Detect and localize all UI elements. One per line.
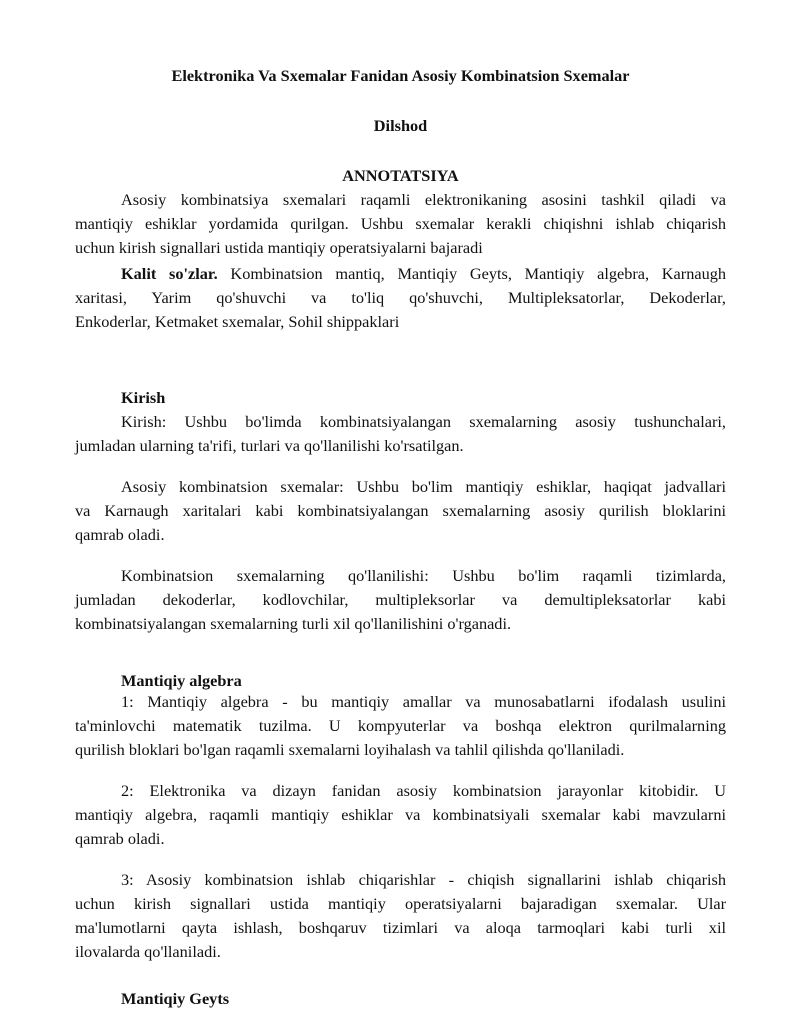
kirish-paragraph-3 [75,564,726,636]
kirish-paragraph-1 [75,410,726,458]
paragraph-line: uchun kirish signallari ustida mantiqiy operatsiyalarni bajaradigan sxemalar. Ular [75,894,726,913]
section-heading-kirish: Kirish [121,388,166,407]
paragraph-line: 1: Mantiqiy algebra - bu mantiqiy amallar va munosabatlarni ifodalash usulini [121,692,726,711]
algebra-paragraph-1 [75,690,726,762]
document-title: Elektronika Va Sxemalar Fanidan Asosiy Kombinatsion Sxemalar [171,66,630,85]
paragraph-line: ta'minlovchi matematik tuzilma. U kompyuterlar va boshqa elektron qurilmalarning [75,716,726,735]
paragraph-line: qamrab oladi. [75,829,165,848]
section-heading-mantiqiy-algebra: Mantiqiy algebra [121,671,242,690]
algebra-paragraph-3 [75,868,726,964]
keywords-line: Enkoderlar, Ketmaket sxemalar, Sohil shippaklari [75,312,400,331]
kirish-paragraph-2 [75,475,726,547]
document-author: Dilshod [373,116,428,135]
paragraph-line: jumladan dekoderlar, kodlovchilar, multipleksorlar va demultipleksatorlar kabi [75,590,726,609]
paragraph-line: mantiqiy algebra, raqamli mantiqiy eshiklar va kombinatsiyali sxemalar kabi mavzularni [75,805,726,824]
annotation-heading: ANNOTATSIYA [342,166,459,185]
paragraph-line: qurilish bloklari bo'lgan raqamli sxemalarni loyihalash va tahlil qilishda qo'llaniladi. [75,740,625,759]
keywords-text: Kombinatsion mantiq, Mantiqiy Geyts, Mantiqiy algebra, Karnaugh [217,264,726,283]
paragraph-line: 3: Asosiy kombinatsion ishlab chiqarishlar - chiqish signallarini ishlab chiqarish [121,870,726,889]
keywords-line: xaritasi, Yarim qo'shuvchi va to'liq qo'shuvchi, Multipleksatorlar, Dekoderlar, [75,288,726,307]
paragraph-line: ma'lumotlarni qayta ishlash, boshqaruv tizimlari va aloqa tarmoqlari kabi turli xil [75,918,726,937]
annotation-line: Asosiy kombinatsiya sxemalari raqamli elektronikaning asosini tashkil qiladi va [121,190,726,209]
keywords-line [75,262,726,286]
keywords-label: Kalit so'zlar. [121,264,218,283]
annotation-paragraph [75,188,726,260]
paragraph-line: va Karnaugh xaritalari kabi kombinatsiyalangan sxemalarning asosiy qurilish bloklarini [75,501,726,520]
paragraph-line: Kirish: Ushbu bo'limda kombinatsiyalangan sxemalarning asosiy tushunchalari, [121,412,726,431]
paragraph-line: Kombinatsion sxemalarning qo'llanilishi: Ushbu bo'lim raqamli tizimlarda, [121,566,726,585]
annotation-line: mantiqiy eshiklar yordamida qurilgan. Ushbu sxemalar kerakli chiqishni ishlab chiqarish [75,214,726,233]
paragraph-line: kombinatsiyalangan sxemalarning turli xil qo'llanilishini o'rganadi. [75,614,512,633]
section-heading-mantiqiy-geyts: Mantiqiy Geyts [121,989,230,1008]
paragraph-line: jumladan ularning ta'rifi, turlari va qo'llanilishi ko'rsatilgan. [75,436,464,455]
paragraph-line: ilovalarda qo'llaniladi. [75,942,221,961]
algebra-paragraph-2 [75,779,726,851]
paragraph-line: 2: Elektronika va dizayn fanidan asosiy kombinatsion jarayonlar kitobidir. U [121,781,726,800]
keywords-paragraph [75,262,726,334]
paragraph-line: Asosiy kombinatsion sxemalar: Ushbu bo'lim mantiqiy eshiklar, haqiqat jadvallari [121,477,726,496]
paragraph-line: qamrab oladi. [75,525,165,544]
annotation-line: uchun kirish signallari ustida mantiqiy operatsiyalarni bajaradi [75,238,483,257]
